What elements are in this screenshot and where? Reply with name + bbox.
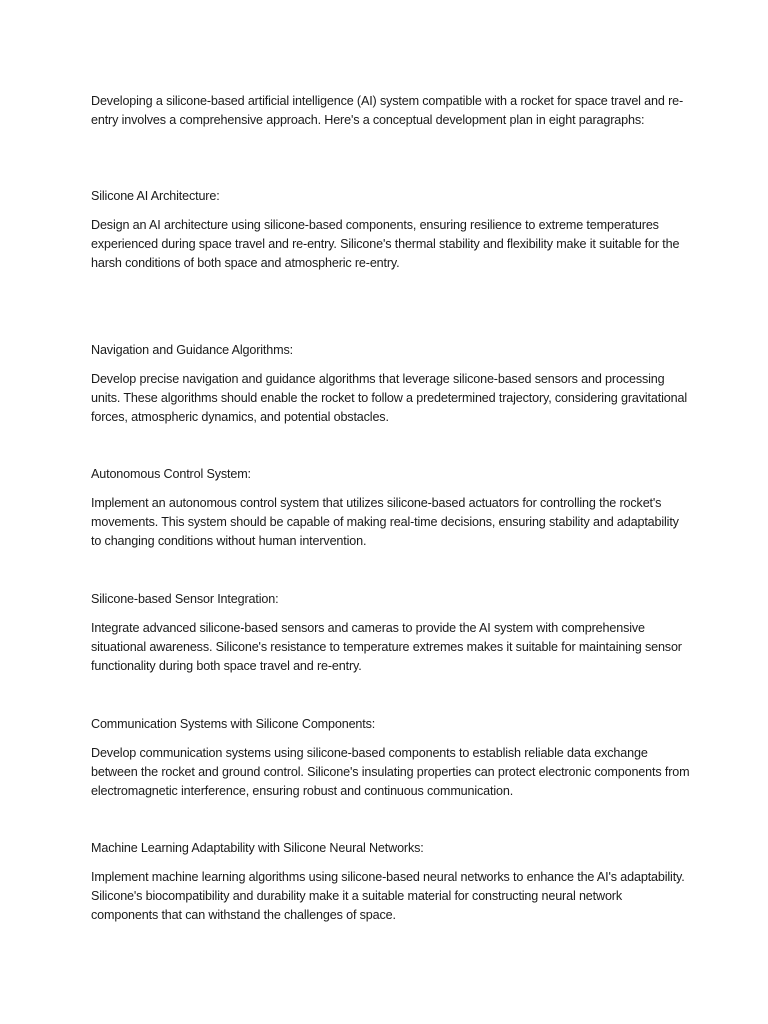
section-heading-silicone-ai-architecture: Silicone AI Architecture: (91, 189, 220, 203)
section-heading-communication-systems: Communication Systems with Silicone Components: (91, 717, 376, 731)
section-body-navigation-guidance: Develop precise navigation and guidance algorithms that leverage silicone-based sensors and processing units. These algorithms should enable the rocket to follow a predetermined trajectory, considering gravitational forces, atmospheric dynamics, and potential obstacles. (91, 372, 687, 424)
section-body-silicone-ai-architecture: Design an AI architecture using silicone-based components, ensuring resilience to extreme temperatures experienced during space travel and re-entry. Silicone's thermal stability and flexibility make it suitable for the harsh conditions of both space and atmospheric re-entry. (91, 218, 680, 270)
section-heading-machine-learning: Machine Learning Adaptability with Silicone Neural Networks: (91, 841, 424, 855)
section-heading-sensor-integration: Silicone-based Sensor Integration: (91, 592, 279, 606)
section-body-sensor-integration: Integrate advanced silicone-based sensors and cameras to provide the AI system with comprehensive situational awareness. Silicone's resistance to temperature extremes makes it suitable for maintaining sensor functionality during both space travel and re-entry. (91, 621, 682, 673)
section-body-communication-systems: Develop communication systems using silicone-based components to establish reliable data exchange between the rocket and ground control. Silicone's insulating properties can protect electronic components from electromagnetic interference, ensuring robust and continuous communication. (91, 746, 690, 798)
section-heading-navigation-guidance: Navigation and Guidance Algorithms: (91, 343, 293, 357)
intro-paragraph: Developing a silicone-based artificial intelligence (AI) system compatible with a rocket for space travel and re-entry involves a comprehensive approach. Here's a conceptual development plan in eight paragraphs: (91, 94, 684, 127)
section-body-machine-learning: Implement machine learning algorithms using silicone-based neural networks to enhance the AI's adaptability. Silicone's biocompatibility and durability make it a suitable material for constructing neural network components that can withstand the challenges of space. (91, 870, 685, 922)
section-body-autonomous-control: Implement an autonomous control system that utilizes silicone-based actuators for controlling the rocket's movements. This system should be capable of making real-time decisions, ensuring stability and adaptability to changing conditions without human intervention. (91, 496, 679, 548)
section-heading-autonomous-control: Autonomous Control System: (91, 467, 251, 481)
